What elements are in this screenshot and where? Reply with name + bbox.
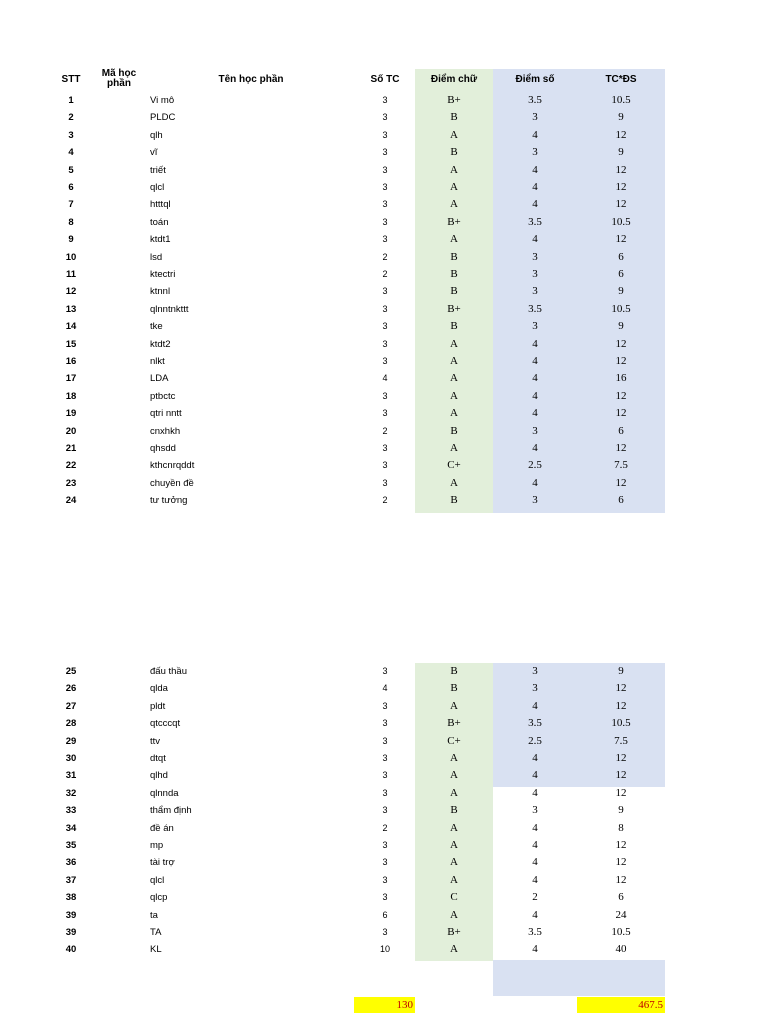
row-credits: 3 [382,840,388,850]
row-numeric-grade: 4 [532,389,538,402]
row-letter-grade: A [450,372,458,385]
row-stt: 11 [65,269,77,280]
table-row [0,924,768,941]
row-course-name: qlnntnkttt [150,303,189,315]
row-numeric-grade: 3 [532,268,538,280]
row-stt: 10 [65,251,77,263]
row-course-name: chuyền đề [150,477,194,489]
row-weighted-score: 24 [615,908,627,921]
row-stt: 12 [65,286,77,298]
row-stt: 33 [65,805,77,817]
row-weighted-score: 12 [615,407,627,420]
table-row [0,733,768,750]
row-credits: 3 [382,338,388,349]
row-course-name: nlkt [150,356,165,367]
row-stt: 19 [65,408,77,420]
row-letter-grade: B [450,424,458,437]
table-row [0,266,768,283]
row-credits: 3 [382,857,388,868]
row-letter-grade: B [450,804,458,817]
row-numeric-grade: 4 [532,476,538,489]
row-stt: 36 [65,857,77,869]
row-weighted-score: 12 [615,337,627,350]
row-letter-grade: A [450,699,458,712]
row-course-name: thẩm định [150,805,192,817]
row-course-name: ktdt1 [150,234,171,246]
row-credits: 3 [382,129,388,140]
row-weighted-score: 7.5 [614,459,628,472]
row-course-name: pldt [150,700,166,712]
row-numeric-grade: 4 [532,233,538,246]
row-credits: 3 [382,199,388,210]
row-stt: 14 [65,321,77,333]
row-stt: 8 [68,216,74,228]
row-stt: 17 [65,373,77,385]
header-ten-hoc-phan: Tên học phần [218,74,284,85]
row-numeric-grade: 4 [532,337,538,350]
row-weighted-score: 40 [615,943,627,956]
row-weighted-score: 12 [615,442,627,454]
row-numeric-grade: 3 [532,285,538,298]
row-weighted-score: 12 [615,786,627,799]
row-weighted-score: 9 [618,320,624,333]
row-numeric-grade: 3 [532,146,538,159]
row-letter-grade: A [450,943,458,956]
table-row [0,680,768,697]
table-row [0,231,768,248]
row-numeric-grade: 4 [532,908,538,921]
row-weighted-score: 6 [618,424,624,437]
row-numeric-grade: 4 [532,128,538,141]
row-stt: 26 [65,683,77,695]
row-letter-grade: C+ [447,459,461,472]
row-credits: 3 [382,443,388,453]
table-row [0,837,768,854]
row-letter-grade: C [450,891,458,904]
table-row [0,475,768,492]
table-row [0,698,768,715]
row-numeric-grade: 4 [532,839,538,851]
row-credits: 3 [382,390,388,401]
row-course-name: triết [150,164,166,176]
row-letter-grade: A [450,389,458,402]
row-course-name: kthcnrqddt [150,460,195,472]
table-row [0,283,768,300]
row-credits: 3 [382,164,388,175]
table-row [0,802,768,819]
row-weighted-score: 12 [615,181,627,193]
row-credits: 3 [382,112,388,123]
table-row [0,405,768,422]
table-row [0,301,768,318]
row-credits: 3 [382,321,388,332]
row-course-name: ta [150,909,158,921]
table-row [0,492,768,509]
row-course-name: tke [150,321,163,333]
row-letter-grade: A [450,355,458,367]
row-course-name: Vi mô [150,95,175,106]
row-weighted-score: 7.5 [614,734,628,747]
row-stt: 13 [65,303,77,315]
row-letter-grade: B+ [447,926,461,938]
row-credits: 3 [382,408,388,419]
empty-blue-cell [493,960,665,996]
row-credits: 3 [382,892,388,903]
row-letter-grade: B [450,320,458,333]
row-credits: 3 [382,718,388,729]
header-diem-chu: Điểm chữ [430,74,478,85]
row-letter-grade: B [450,146,458,159]
row-credits: 3 [382,753,388,763]
row-weighted-score: 16 [615,372,627,385]
row-stt: 18 [65,390,77,402]
table-row [0,249,768,266]
row-course-name: qlcp [150,892,168,904]
row-course-name: ktectri [150,269,176,280]
row-stt: 1 [68,95,74,106]
row-weighted-score: 12 [615,355,627,367]
row-course-name: ktdt2 [150,338,171,350]
row-numeric-grade: 3 [532,320,538,333]
row-weighted-score: 12 [615,233,627,246]
row-letter-grade: A [450,786,458,799]
row-stt: 20 [65,425,77,437]
row-numeric-grade: 3 [532,250,538,263]
row-course-name: qhsdd [150,443,176,454]
table-row [0,109,768,126]
table-row [0,318,768,335]
table-row [0,889,768,906]
row-course-name: ptbctc [150,390,176,402]
row-numeric-grade: 3 [532,665,538,677]
row-weighted-score: 6 [618,494,624,507]
row-course-name: TA [150,927,162,938]
row-weighted-score: 12 [615,476,627,489]
row-stt: 38 [65,892,77,904]
row-weighted-score: 9 [618,146,624,159]
table-row [0,750,768,767]
row-numeric-grade: 3.5 [528,926,542,938]
row-weighted-score: 10.5 [611,302,631,315]
row-credits: 3 [382,182,388,192]
table-row [0,353,768,370]
row-course-name: cnxhkh [150,425,181,437]
row-stt: 15 [65,338,77,350]
row-letter-grade: C+ [447,734,461,747]
row-stt: 22 [65,460,77,472]
row-weighted-score: 9 [618,665,624,677]
row-numeric-grade: 4 [532,181,538,193]
row-stt: 5 [68,164,74,176]
row-credits: 2 [382,822,388,833]
row-numeric-grade: 4 [532,198,538,211]
row-credits: 4 [382,683,388,694]
row-credits: 3 [382,666,388,676]
row-numeric-grade: 4 [532,372,538,385]
row-letter-grade: B+ [447,215,461,228]
row-weighted-score: 6 [618,891,624,904]
row-weighted-score: 12 [615,873,627,886]
row-weighted-score: 10.5 [611,926,631,938]
row-numeric-grade: 2.5 [528,734,542,747]
row-numeric-grade: 3 [532,111,538,124]
row-weighted-score: 12 [615,198,627,211]
row-credits: 2 [382,269,388,279]
table-row [0,715,768,732]
header-so-tc: Số TC [370,74,400,85]
total-so-tc: 130 [354,997,415,1013]
row-stt: 29 [65,735,77,747]
row-letter-grade: A [450,476,458,489]
table-row [0,440,768,457]
row-stt: 35 [65,840,77,851]
row-weighted-score: 8 [618,821,624,834]
row-letter-grade: B [450,494,458,507]
table-row [0,196,768,213]
row-numeric-grade: 3.5 [528,94,542,106]
table-row [0,767,768,784]
row-credits: 2 [382,495,388,506]
row-weighted-score: 10.5 [611,94,631,106]
row-numeric-grade: 4 [532,699,538,712]
row-course-name: KL [150,944,162,956]
header-diem-so: Điểm số [515,74,555,85]
row-numeric-grade: 4 [532,769,538,782]
row-stt: 39 [65,927,77,938]
row-letter-grade: A [450,337,458,350]
row-numeric-grade: 4 [532,407,538,420]
table-row [0,162,768,179]
row-credits: 3 [382,700,388,711]
row-numeric-grade: 3 [532,804,538,817]
row-stt: 40 [65,944,77,956]
row-weighted-score: 10.5 [611,717,631,730]
row-numeric-grade: 4 [532,821,538,834]
row-weighted-score: 9 [618,285,624,298]
table-row [0,820,768,837]
table-row [0,941,768,958]
row-letter-grade: A [450,908,458,921]
row-course-name: toán [150,216,169,228]
row-credits: 3 [382,927,388,937]
row-numeric-grade: 2 [532,891,538,904]
table-row [0,785,768,802]
table-row [0,457,768,474]
total-tc-ds: 467.5 [577,997,665,1013]
row-letter-grade: A [450,233,458,246]
row-stt: 27 [65,700,77,712]
row-course-name: LDA [150,373,169,385]
row-letter-grade: B [450,268,458,280]
row-weighted-score: 6 [618,250,624,263]
row-numeric-grade: 4 [532,752,538,764]
row-credits: 3 [382,770,388,781]
row-numeric-grade: 3.5 [528,717,542,730]
row-weighted-score: 6 [618,268,624,280]
row-letter-grade: A [450,839,458,851]
row-credits: 2 [382,425,388,436]
row-numeric-grade: 3 [532,424,538,437]
row-course-name: htttql [150,199,171,211]
row-numeric-grade: 3.5 [528,215,542,228]
table-row [0,144,768,161]
row-credits: 3 [382,460,388,471]
row-credits: 3 [382,303,388,314]
row-credits: 4 [382,373,388,384]
row-weighted-score: 12 [615,163,627,176]
row-weighted-score: 12 [615,839,627,851]
row-letter-grade: A [450,856,458,869]
table-row [0,663,768,680]
row-numeric-grade: 3 [532,682,538,695]
row-stt: 37 [65,874,77,886]
row-letter-grade: B+ [447,302,461,315]
row-stt: 7 [68,199,74,211]
row-course-name: qlda [150,683,168,695]
table-row [0,854,768,871]
row-numeric-grade: 3 [532,494,538,507]
row-letter-grade: A [450,769,458,782]
row-letter-grade: B [450,111,458,124]
row-letter-grade: B [450,665,458,677]
row-credits: 3 [382,874,388,885]
row-stt: 2 [68,112,74,124]
table-row [0,388,768,405]
row-weighted-score: 12 [615,769,627,782]
row-weighted-score: 12 [615,856,627,869]
row-letter-grade: A [450,407,458,420]
row-credits: 3 [382,95,388,105]
header-tc-ds: TC*ĐS [605,74,637,85]
row-course-name: tài trợ [150,857,175,869]
row-credits: 3 [382,787,388,798]
row-letter-grade: B+ [447,94,461,106]
row-course-name: qlcl [150,182,165,193]
row-credits: 3 [382,147,388,158]
table-row [0,370,768,387]
row-credits: 2 [382,251,388,262]
row-credits: 3 [382,356,388,366]
row-numeric-grade: 4 [532,442,538,454]
header-stt: STT [61,74,81,85]
row-numeric-grade: 2.5 [528,459,542,472]
row-numeric-grade: 4 [532,355,538,367]
row-numeric-grade: 4 [532,873,538,886]
row-letter-grade: A [450,198,458,211]
row-course-name: tư tưởng [150,495,188,507]
table-row [0,214,768,231]
row-credits: 3 [382,234,388,245]
row-letter-grade: B+ [447,717,461,730]
row-stt: 6 [68,182,74,193]
row-course-name: đề án [150,822,174,834]
table-row [0,127,768,144]
row-course-name: qtcccqt [150,718,181,730]
row-letter-grade: A [450,181,458,193]
row-weighted-score: 12 [615,389,627,402]
row-credits: 3 [382,805,388,816]
row-letter-grade: B [450,285,458,298]
row-course-name: PLDC [150,112,176,124]
row-course-name: dtqt [150,753,166,764]
row-numeric-grade: 4 [532,163,538,176]
row-stt: 39 [65,909,77,921]
row-course-name: lsd [150,251,163,263]
row-course-name: ttv [150,735,161,747]
row-credits: 3 [382,286,388,297]
row-credits: 10 [379,944,390,955]
row-credits: 3 [382,216,388,227]
row-numeric-grade: 4 [532,943,538,956]
row-stt: 4 [68,147,74,159]
row-weighted-score: 12 [615,752,627,764]
row-letter-grade: A [450,873,458,886]
row-stt: 23 [65,477,77,489]
row-stt: 32 [65,787,77,799]
table-row [0,179,768,196]
header-ma-hoc-phan: Mã học phần [101,68,137,89]
row-stt: 28 [65,718,77,730]
row-course-name: qlcl [150,874,165,886]
row-letter-grade: A [450,752,458,764]
row-course-name: ktnnl [150,286,171,298]
row-numeric-grade: 4 [532,856,538,869]
row-credits: 6 [382,909,388,920]
row-stt: 34 [65,822,77,834]
row-weighted-score: 12 [615,682,627,695]
row-course-name: qtri nntt [150,408,182,420]
row-course-name: đấu thầu [150,666,187,677]
row-course-name: mp [150,840,164,851]
row-course-name: qlhd [150,770,168,782]
row-numeric-grade: 3.5 [528,302,542,315]
table-row [0,872,768,889]
row-letter-grade: A [450,163,458,176]
row-letter-grade: A [450,128,458,141]
row-course-name: qlnnda [150,787,179,799]
row-stt: 16 [65,356,77,367]
row-stt: 9 [68,234,74,246]
table-row [0,907,768,924]
row-course-name: qlh [150,129,163,141]
row-stt: 30 [65,753,77,764]
row-stt: 31 [65,770,77,782]
row-weighted-score: 12 [615,128,627,141]
row-letter-grade: A [450,442,458,454]
row-weighted-score: 9 [618,111,624,124]
row-letter-grade: B [450,682,458,695]
row-credits: 3 [382,477,388,488]
table-row [0,92,768,109]
row-stt: 24 [65,495,77,507]
row-course-name: vĩ [150,147,158,159]
row-letter-grade: A [450,821,458,834]
row-stt: 21 [65,443,77,454]
row-weighted-score: 9 [618,804,624,817]
row-weighted-score: 12 [615,699,627,712]
row-numeric-grade: 4 [532,786,538,799]
row-credits: 3 [382,735,388,746]
row-letter-grade: B [450,250,458,263]
table-row [0,336,768,353]
table-row [0,423,768,440]
row-stt: 3 [68,129,74,141]
row-weighted-score: 10.5 [611,215,631,228]
row-stt: 25 [65,666,77,677]
